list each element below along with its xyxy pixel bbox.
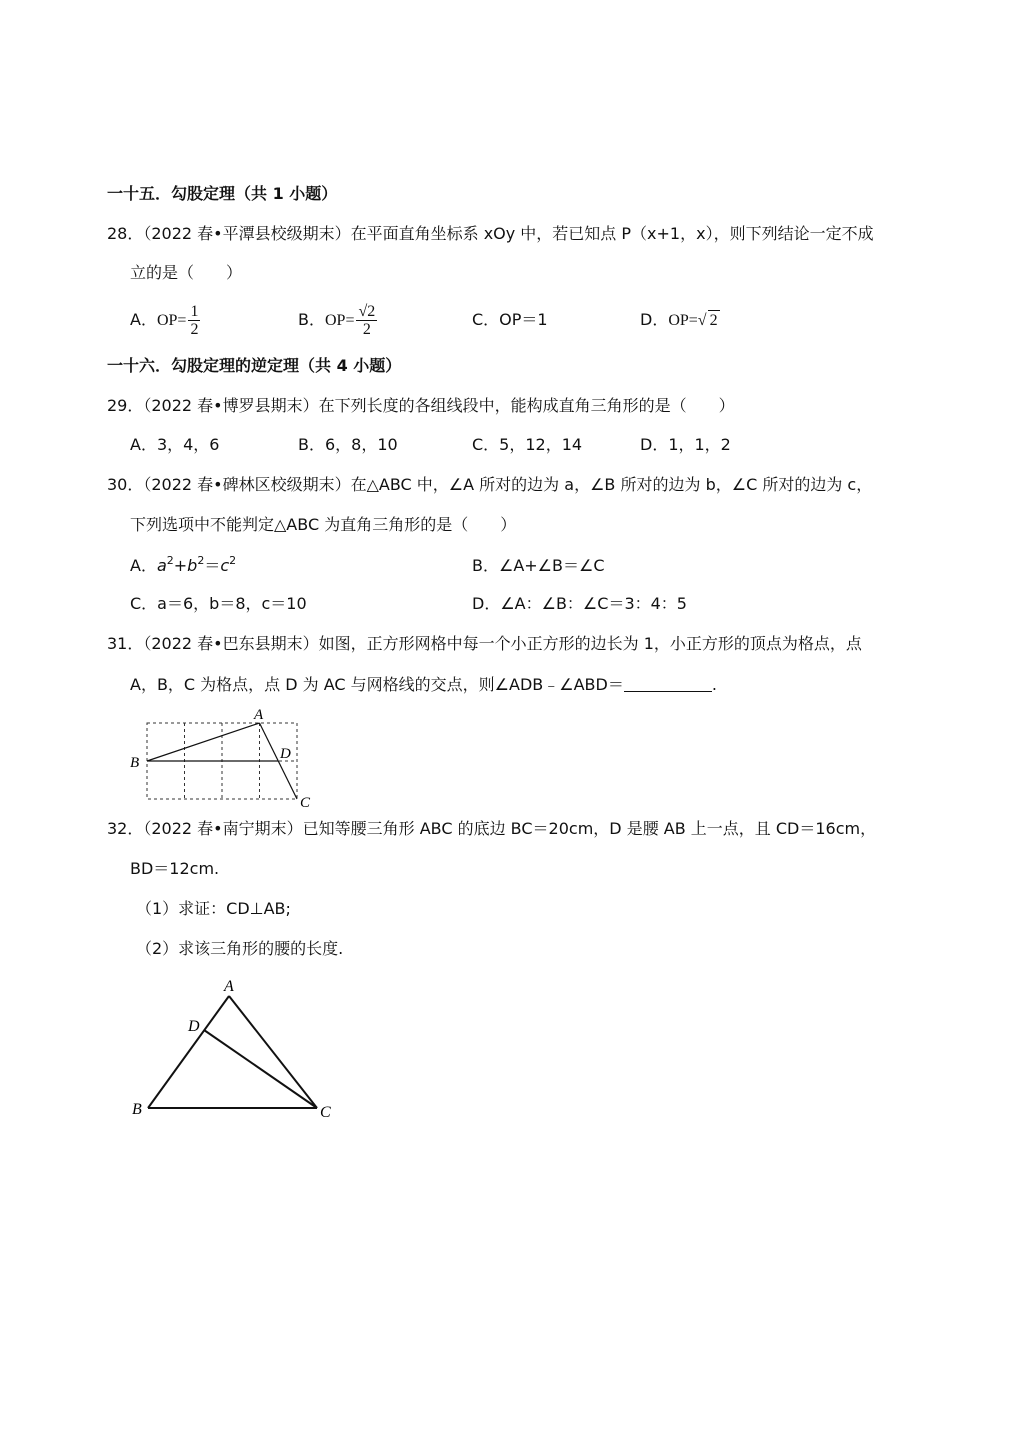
question-32-line2: BD＝12cm. [130, 859, 220, 878]
question-30-line1: 30．（2022 春•碑林区校级期末）在△ABC 中，∠A 所对的边为 a，∠B 所对的边为 b，∠C 所对的边为 c， [107, 475, 873, 494]
q30-option-a: A．$a^2+b^2=c^2$ [130, 554, 237, 575]
question-29-line1: 29．（2022 春•博罗县期末）在下列长度的各组线段中，能构成直角三角形的是（ ） [107, 396, 735, 415]
q32-label-A: A [224, 978, 234, 995]
q32-label-B: B [132, 1101, 142, 1118]
q29-option-a: A．3，4，6 [130, 435, 220, 454]
q28-option-c: C．OP＝1 [472, 310, 548, 329]
q28-option-a-label: A． [130, 310, 157, 329]
q32-label-C: C [320, 1104, 331, 1121]
q28-option-d [640, 310, 720, 331]
q30-option-a-label: A． [130, 556, 157, 575]
question-30-line2: 下列选项中不能判定△ABC 为直角三角形的是（ ） [130, 515, 517, 534]
question-32-sub1: （1）求证：CD⊥AB; [136, 899, 291, 918]
question-31-line2 [130, 675, 717, 695]
q28-option-d-radicand: 2 [709, 312, 718, 329]
question-32-sub2: （2）求该三角形的腰的长度. [136, 939, 344, 958]
q30-var-a: a [156, 556, 167, 575]
q31-label-A: A [254, 707, 264, 723]
q30-var-c: c [220, 556, 230, 575]
question-28-line2: 立的是（ ） [130, 263, 243, 282]
q30-exp-1: 2 [166, 554, 174, 567]
q30-option-b: B．∠A+∠B＝∠C [472, 556, 605, 575]
q31-label-D: D [280, 746, 291, 762]
q31-label-C: C [300, 795, 311, 811]
section-title-16: 一十六．勾股定理的逆定理（共 4 小题） [107, 356, 402, 375]
q31-answer-blank[interactable] [624, 675, 712, 692]
q32-segment-AC [229, 996, 317, 1108]
q30-var-b: b [187, 556, 198, 575]
q32-segment-CD [204, 1030, 317, 1108]
q30-exp-3: 2 [229, 554, 237, 567]
question-28-line1: 28．（2022 春•平潭县校级期末）在平面直角坐标系 xOy 中，若已知点 P（x+1，x），则下列结论一定不成 [107, 224, 874, 243]
q31-label-B: B [130, 755, 140, 771]
q28-option-b-fraction [356, 303, 377, 338]
q29-option-b: B．6，8，10 [298, 435, 398, 454]
q28-option-a [130, 300, 200, 341]
q30-exp-2: 2 [197, 554, 205, 567]
q29-option-d: D．1，1，2 [640, 435, 731, 454]
q29-option-c: C．5，12，14 [472, 435, 583, 454]
q31-triangle-lines [147, 723, 297, 799]
q28-option-b-label: B． [298, 310, 325, 329]
question-32-line1: 32．（2022 春•南宁期末）已知等腰三角形 ABC 的底边 BC＝20cm，D 是腰 AB 上一点，且 CD＝16cm， [107, 819, 877, 838]
q32-segment-AB [148, 996, 229, 1108]
q32-triangle-figure [126, 972, 346, 1127]
q28-a-numerator: 1 [190, 303, 199, 320]
section-title-15: 一十五．勾股定理（共 1 小题） [107, 184, 338, 203]
question-31-line1: 31．（2022 春•巴东县期末）如图，正方形网格中每一个小正方形的边长为 1，小正方形的顶点为格点，点 [107, 634, 862, 653]
q28-option-a-fraction [188, 303, 200, 338]
q32-label-D: D [188, 1018, 200, 1035]
q31-line2-end: . [711, 675, 717, 694]
q31-grid-figure [126, 703, 326, 813]
q28-option-d-label: D． [640, 310, 669, 329]
q28-option-b-expr: OP= [324, 312, 355, 329]
q28-a-denominator: 2 [190, 321, 199, 338]
q28-option-b [298, 300, 377, 341]
q31-segment-BA [147, 723, 260, 761]
q28-b-numerator: √2 [358, 303, 376, 320]
q30-option-c: C．a＝6，b＝8，c＝10 [130, 594, 307, 613]
q28-option-d-expr: OP=√ [668, 312, 707, 329]
q28-b-denominator: 2 [362, 321, 371, 338]
q28-option-a-expr: OP= [156, 312, 187, 329]
q31-line2-text: A，B，C 为格点，点 D 为 AC 与网格线的交点，则∠ADB﹣∠ABD＝ [130, 675, 624, 694]
q30-option-d: D．∠A：∠B：∠C＝3：4：5 [472, 594, 687, 613]
